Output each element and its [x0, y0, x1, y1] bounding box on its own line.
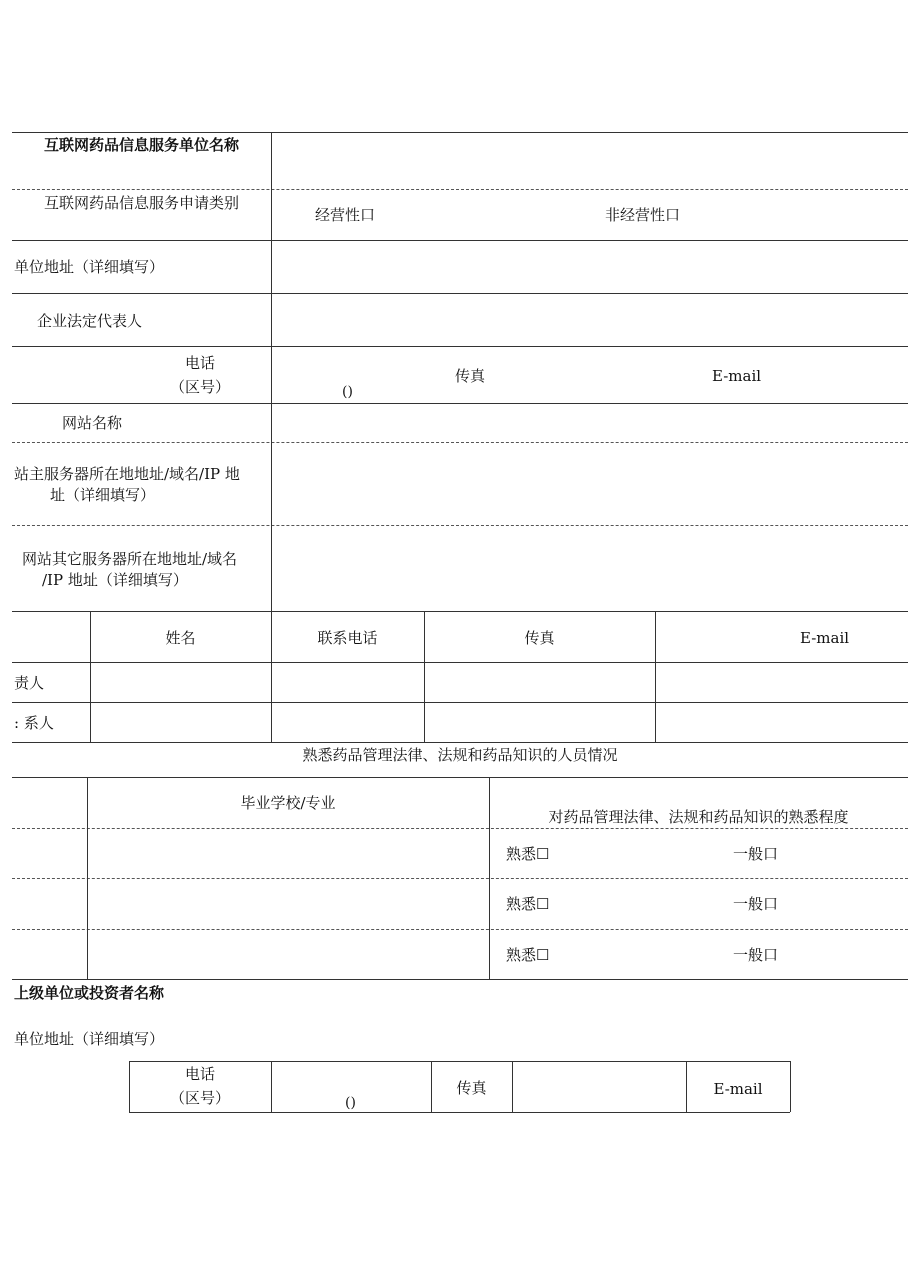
email-label: E-mail [712, 367, 762, 385]
column-divider [790, 1061, 791, 1112]
general-checkbox[interactable]: 一般口 [733, 946, 779, 964]
phone-label: 电话 [184, 354, 215, 372]
other-server-label: 网站其它服务器所在地地址/域名 [22, 550, 238, 568]
website-name-field[interactable] [272, 404, 908, 442]
school-major-header: 毕业学校/专业 [240, 794, 336, 812]
parent-unit-label: 上级单位或投资者名称 [14, 984, 165, 1002]
familiarity-header: 对药品管理法律、法规和药品知识的熟悉程度 [548, 808, 849, 826]
rule [12, 777, 908, 778]
phone-area-code-field[interactable]: () [342, 384, 353, 400]
parent-phone-label: 电话 [184, 1065, 215, 1083]
rule [12, 929, 908, 930]
contact-fax-header: 传真 [524, 629, 555, 647]
general-checkbox[interactable]: 一般口 [733, 895, 779, 913]
commercial-checkbox[interactable]: 经营性口 [315, 206, 376, 224]
contact-phone-header: 联系电话 [317, 629, 378, 647]
rule [129, 1112, 790, 1113]
parent-phone-field[interactable]: () [345, 1095, 356, 1111]
legal-rep-field[interactable] [272, 294, 908, 346]
main-server-label: 站主服务器所在地地址/域名/IP 地 [14, 465, 240, 483]
general-checkbox[interactable]: 一般口 [733, 845, 779, 863]
contact-name-header: 姓名 [165, 629, 196, 647]
rule [12, 611, 908, 612]
column-divider [655, 611, 656, 742]
familiar-checkbox[interactable]: 熟悉☐ [506, 845, 550, 863]
column-divider [129, 1061, 130, 1112]
rule [12, 878, 908, 879]
unit-address-label: 单位地址（详细填写） [14, 258, 165, 276]
rule [12, 702, 908, 703]
unit-address-field[interactable] [272, 241, 908, 293]
main-server-field[interactable] [272, 443, 908, 525]
parent-fax-label: 传真 [456, 1079, 487, 1097]
rule [129, 1061, 790, 1062]
contact-email-header: E-mail [800, 629, 850, 647]
legal-rep-label: 企业法定代表人 [37, 312, 143, 330]
main-server-label-cont: 址（详细填写） [50, 486, 156, 504]
rule [12, 662, 908, 663]
responsible-person-label: 责人 [14, 674, 45, 692]
unit-name-label: 互联网药品信息服务单位名称 [43, 136, 239, 154]
familiar-checkbox[interactable]: 熟悉☐ [506, 946, 550, 964]
column-divider [271, 1061, 272, 1112]
rule [12, 742, 908, 743]
other-server-field[interactable] [272, 526, 908, 611]
noncommercial-checkbox[interactable]: 非经营性口 [605, 206, 681, 224]
other-server-label-cont: /IP 地址（详细填写） [42, 571, 188, 589]
staff-section-title: 熟悉药品管理法律、法规和药品知识的人员情况 [302, 746, 618, 764]
parent-address-label: 单位地址（详细填写） [14, 1030, 165, 1048]
parent-fax-field[interactable] [513, 1062, 686, 1112]
fax-label: 传真 [455, 367, 486, 385]
parent-area-code-label: （区号） [169, 1089, 230, 1107]
rule [12, 979, 908, 980]
rule [12, 189, 908, 190]
parent-email-label: E-mail [713, 1080, 763, 1098]
unit-name-field[interactable] [272, 133, 908, 189]
apply-type-label: 互联网药品信息服务申请类别 [43, 194, 239, 212]
rule [12, 346, 908, 347]
contact-person-label: : 系人 [14, 714, 54, 732]
area-code-label: （区号） [169, 378, 230, 396]
website-name-label: 网站名称 [62, 414, 123, 432]
familiar-checkbox[interactable]: 熟悉☐ [506, 895, 550, 913]
rule [12, 828, 908, 829]
